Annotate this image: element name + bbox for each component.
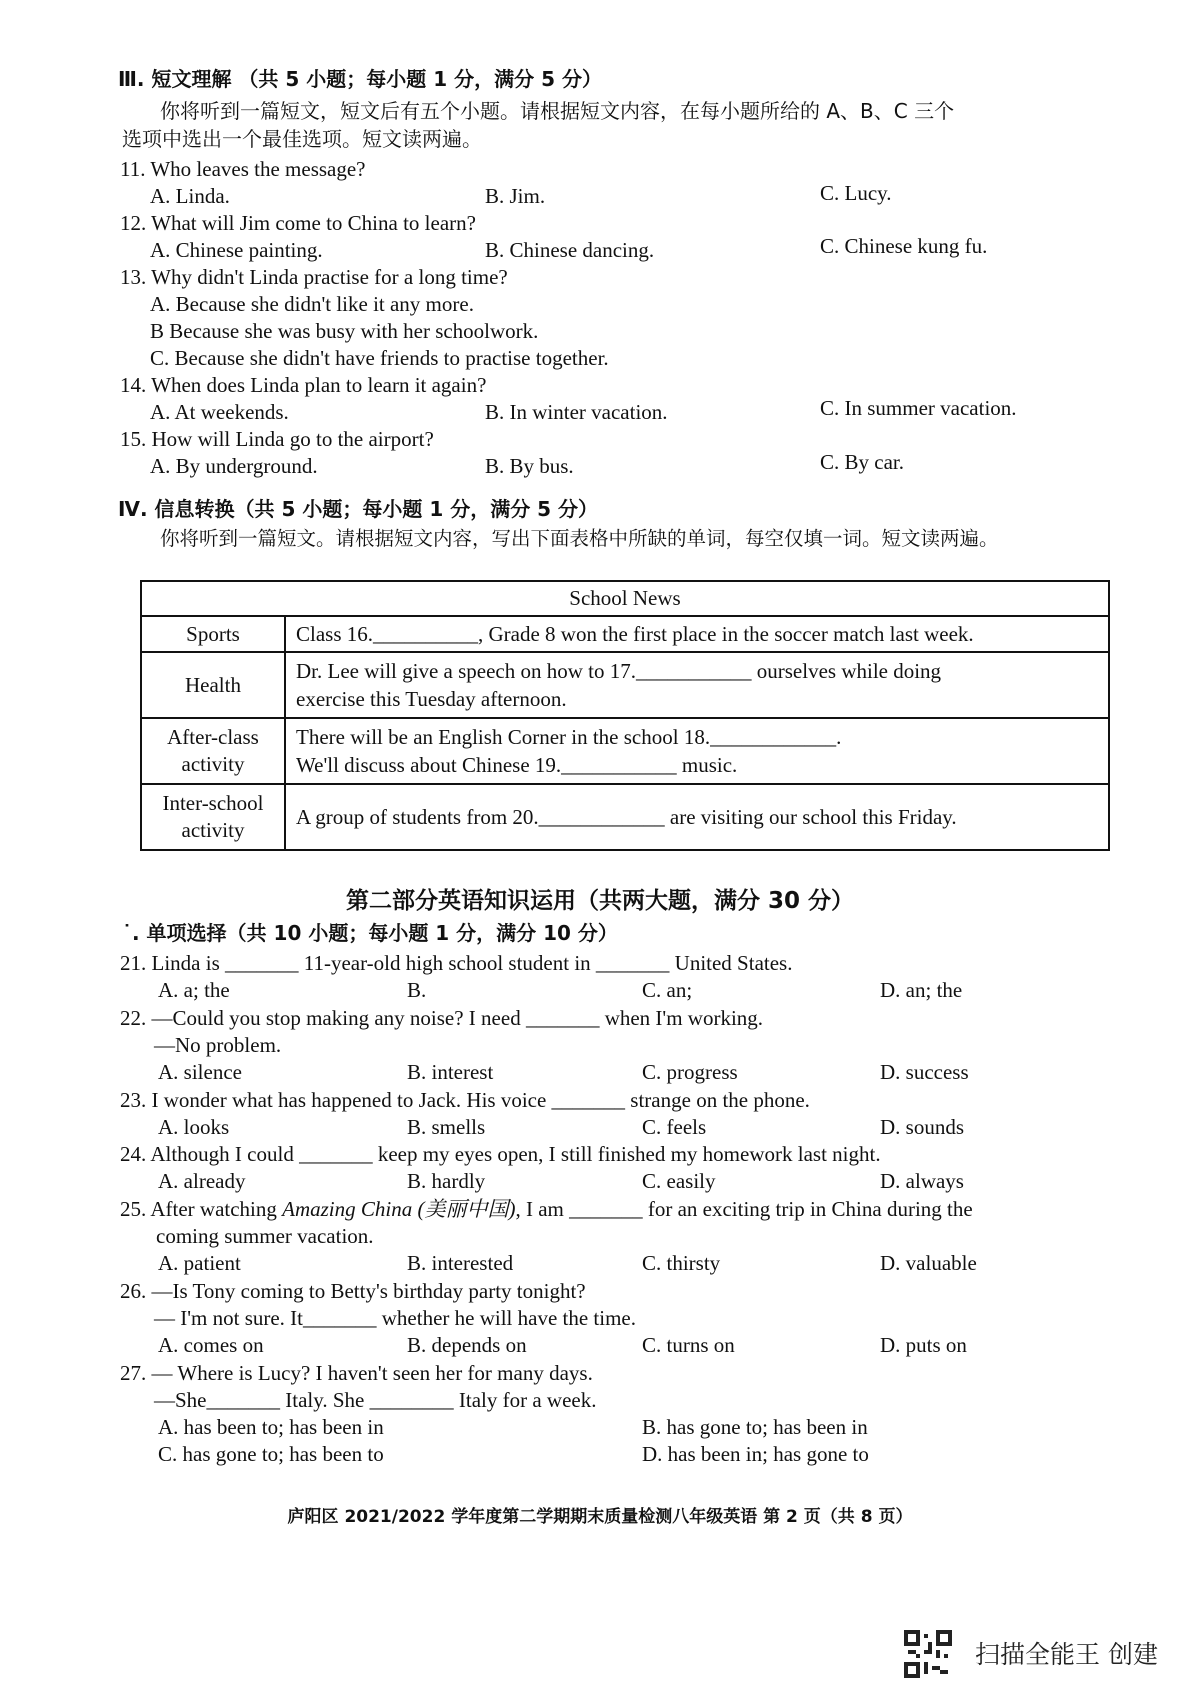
row-header-inter-school [141,784,285,850]
q26-option-c: C. turns on [642,1333,735,1357]
q25-option-c: C. thirsty [642,1251,721,1275]
q21-option-b: B. [407,978,427,1002]
row-text-health-line1: Dr. Lee will give a speech on how to 17.___________ ourselves while doing [296,659,942,683]
question-22-reply: —No problem. [154,1033,282,1057]
q12-option-b: B. Chinese dancing. [485,238,655,262]
q14-option-a: A. At weekends. [150,400,289,424]
question-22: 22. —Could you stop making any noise? I need _______ when I'm working. [120,1006,764,1030]
q27-option-c: C. has gone to; has been to [158,1442,384,1466]
q25-option-b: B. interested [407,1251,514,1275]
q13-option-c: C. Because she didn't have friends to practise together. [150,346,609,370]
row-text-after-class [285,718,1109,784]
section-4-intro: 你将听到一篇短文。请根据短文内容，写出下面表格中所缺的单词，每空仅填一词。短文读两遍。 [160,527,999,550]
q27-option-a: A. has been to; has been in [158,1415,384,1439]
qr-code-icon [904,1630,952,1678]
q24-option-d: D. always [880,1169,964,1193]
part-2-title: 第二部分英语知识运用（共两大题，满分 30 分） [345,888,855,914]
q24-option-c: C. easily [642,1169,716,1193]
row-text-health-line2: exercise this Tuesday afternoon. [296,687,567,711]
after-class-activity-label: activity [181,752,245,776]
row-text-after-class-line1: There will be an English Corner in the school 18.____________. [296,725,842,749]
q13-option-b: B Because she was busy with her schoolwork. [150,319,539,343]
q12-option-a: A. Chinese painting. [150,238,323,262]
q12-option-c: C. Chinese kung fu. [820,234,988,258]
row-text-health [285,652,1109,718]
row-text-inter-school: A group of students from 20.____________ are visiting our school this Friday. [285,784,1109,850]
q23-option-b: B. smells [407,1115,486,1139]
page-footer: 庐阳区 2021/2022 学年度第二学期期末质量检测八年级英语 第 2 页（共 8 页） [287,1507,913,1527]
q26-option-a: A. comes on [158,1333,264,1357]
q21-option-d: D. an; the [880,978,963,1002]
q23-option-a: A. looks [158,1115,230,1139]
q25-option-a: A. patient [158,1251,241,1275]
q24-option-a: A. already [158,1169,246,1193]
row-header-health: Health [141,652,285,718]
question-26: 26. —Is Tony coming to Betty's birthday party tonight? [120,1279,586,1303]
table-title: School News [141,581,1109,616]
q27-option-d: D. has been in; has gone to [642,1442,869,1466]
q14-option-b: B. In winter vacation. [485,400,668,424]
row-header-sports: Sports [141,616,285,652]
row-text-sports: Class 16.__________, Grade 8 won the first place in the soccer match last week. [285,616,1109,652]
q22-option-b: B. interest [407,1060,494,1084]
question-25-start: 25. After watching [120,1197,283,1221]
section-3-heading: Ⅲ. 短文理解 （共 5 小题；每小题 1 分，满分 5 分） [118,67,602,91]
q13-option-a: A. Because she didn't like it any more. [150,292,474,316]
section-3-intro-line1: 你将听到一篇短文，短文后有五个小题。请根据短文内容，在每小题所给的 A、B、C 三个 [160,99,955,123]
question-25-line2: coming summer vacation. [156,1224,374,1248]
question-15: 15. How will Linda go to the airport? [120,427,434,451]
inter-school-activity-label: activity [181,818,245,842]
question-25 [120,1196,973,1222]
q25-option-d: D. valuable [880,1251,977,1275]
section-4-heading: Ⅳ. 信息转换（共 5 小题；每小题 1 分，满分 5 分） [118,497,599,521]
question-12: 12. What will Jim come to China to learn? [120,211,476,235]
q26-option-b: B. depends on [407,1333,527,1357]
row-header-after-class [141,718,285,784]
q11-option-b: B. Jim. [485,184,546,208]
q23-option-d: D. sounds [880,1115,965,1139]
section-3-intro-line2: 选项中选出一个最佳选项。短文读两遍。 [122,127,482,151]
q15-option-a: A. By underground. [150,454,318,478]
question-21: 21. Linda is _______ 11-year-old high school student in _______ United States. [120,951,793,975]
question-24: 24. Although I could _______ keep my eyes open, I still finished my homework last night. [120,1142,881,1166]
after-class-label: After-class [167,725,259,749]
q15-option-c: C. By car. [820,450,904,474]
q23-option-c: C. feels [642,1115,707,1139]
q22-option-d: D. success [880,1060,969,1084]
question-23: 23. I wonder what has happened to Jack. His voice _______ strange on the phone. [120,1088,810,1112]
question-11: 11. Who leaves the message? [120,157,366,181]
q26-option-d: D. puts on [880,1333,967,1357]
row-text-after-class-line2: We'll discuss about Chinese 19.___________ music. [296,753,738,777]
inter-school-label: Inter-school [162,791,264,815]
q22-option-a: A. silence [158,1060,242,1084]
q14-option-c: C. In summer vacation. [820,396,1017,420]
q22-option-c: C. progress [642,1060,738,1084]
question-26-reply: — I'm not sure. It_______ whether he will have the time. [154,1306,637,1330]
q15-option-b: B. By bus. [485,454,574,478]
question-25-end: , I am _______ for an exciting trip in China during the [515,1197,973,1221]
school-news-table [140,580,1110,851]
q21-option-a: A. a; the [158,978,230,1002]
q11-option-a: A. Linda. [150,184,230,208]
question-25-title: Amazing China (美丽中国) [282,1197,516,1221]
scanner-watermark: 扫描全能王 创建 [975,1640,1158,1669]
q27-option-b: B. has gone to; has been in [642,1415,868,1439]
q21-option-c: C. an; [642,978,693,1002]
q11-option-c: C. Lucy. [820,181,892,205]
question-27: 27. — Where is Lucy? I haven't seen her for many days. [120,1361,593,1385]
q24-option-b: B. hardly [407,1169,486,1193]
question-14: 14. When does Linda plan to learn it again? [120,373,487,397]
question-27-reply: —She_______ Italy. She ________ Italy for a week. [154,1388,597,1412]
single-choice-heading: ˙. 单项选择（共 10 小题；每小题 1 分，满分 10 分） [122,921,618,945]
question-13: 13. Why didn't Linda practise for a long time? [120,265,508,289]
